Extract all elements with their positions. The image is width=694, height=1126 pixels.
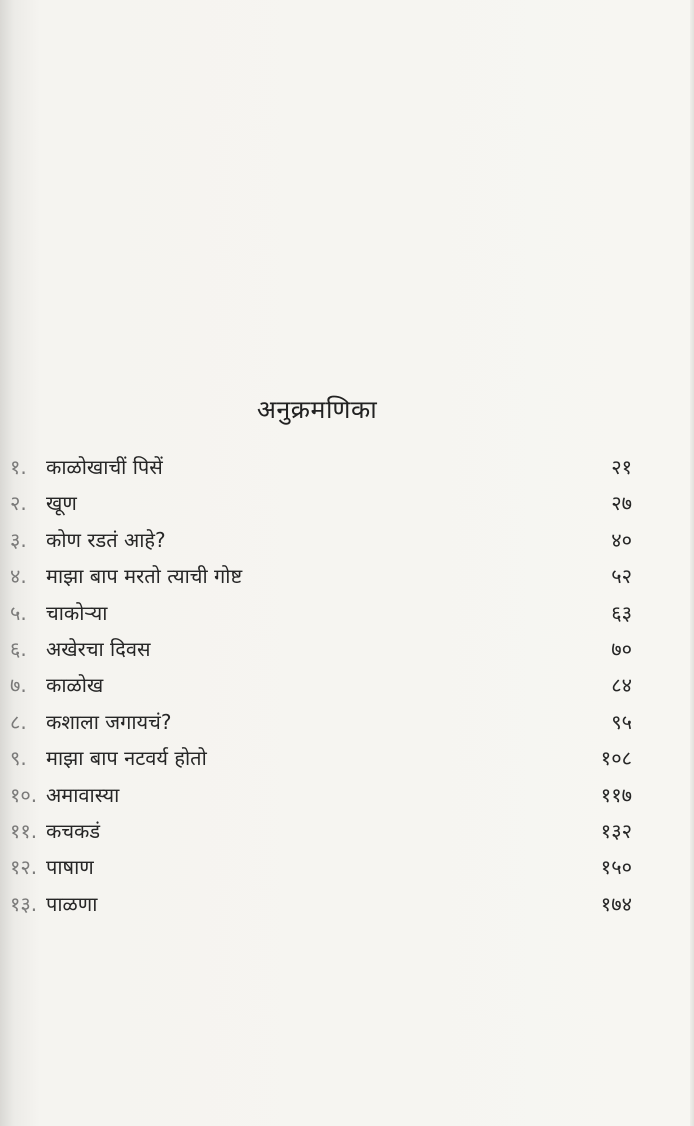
entry-title: कशाला जगायचं?	[46, 709, 172, 734]
entry-number: १२.	[10, 855, 38, 880]
list-item	[0, 525, 660, 561]
list-item	[0, 780, 660, 816]
entry-page-number: ९५	[611, 709, 632, 734]
entry-page-number: २१	[611, 455, 632, 479]
entry-page-number: ४०	[611, 527, 632, 552]
entry-number: १.	[10, 455, 27, 479]
entry-page-number: १०८	[600, 746, 632, 771]
list-item	[0, 816, 660, 852]
entry-number: ३.	[10, 527, 27, 552]
entry-number: २.	[10, 491, 27, 516]
list-item	[0, 488, 660, 524]
entry-number: ७.	[10, 673, 27, 698]
entry-number: ८.	[10, 709, 27, 734]
entry-title: कचकडं	[46, 818, 101, 843]
table-of-contents	[0, 452, 660, 925]
list-item	[0, 743, 660, 779]
entry-page-number: ११७	[600, 782, 632, 807]
entry-page-number: १३२	[600, 818, 632, 843]
list-item	[0, 561, 660, 597]
entry-number: १३.	[10, 891, 38, 916]
entry-title: माझा बाप मरतो त्याची गोष्ट	[46, 564, 243, 589]
list-item	[0, 670, 660, 706]
entry-title: अमावास्या	[46, 782, 120, 807]
page-title: अनुक्रमणिका	[256, 395, 378, 424]
entry-page-number: २७	[611, 491, 632, 516]
list-item	[0, 889, 660, 925]
entry-number: ४.	[10, 564, 27, 589]
entry-title: कोण रडतं आहे?	[46, 527, 166, 552]
entry-page-number: ७०	[611, 636, 632, 661]
entry-title: अखेरचा दिवस	[46, 636, 151, 661]
entry-title: काळोखाचीं पिसें	[46, 455, 163, 479]
entry-number: ९.	[10, 746, 27, 771]
entry-page-number: ५२	[611, 564, 632, 589]
list-item	[0, 452, 660, 488]
list-item	[0, 598, 660, 634]
entry-number: ५.	[10, 600, 27, 625]
entry-page-number: ८४	[611, 673, 632, 698]
entry-number: ११.	[10, 818, 38, 843]
page-edge	[690, 0, 694, 1126]
list-item	[0, 707, 660, 743]
entry-title: पाषाण	[46, 855, 94, 880]
list-item	[0, 634, 660, 670]
entry-title: खूण	[46, 491, 77, 516]
entry-title: माझा बाप नटवर्य होतो	[46, 746, 207, 771]
list-item	[0, 852, 660, 888]
entry-page-number: ६३	[611, 600, 632, 625]
entry-title: चाकोऱ्या	[46, 600, 108, 625]
entry-page-number: १७४	[600, 891, 632, 916]
entry-number: १०.	[10, 782, 38, 807]
entry-title: काळोख	[46, 673, 104, 698]
entry-title: पाळणा	[46, 891, 98, 916]
entry-page-number: १५०	[600, 855, 632, 880]
entry-number: ६.	[10, 636, 27, 661]
